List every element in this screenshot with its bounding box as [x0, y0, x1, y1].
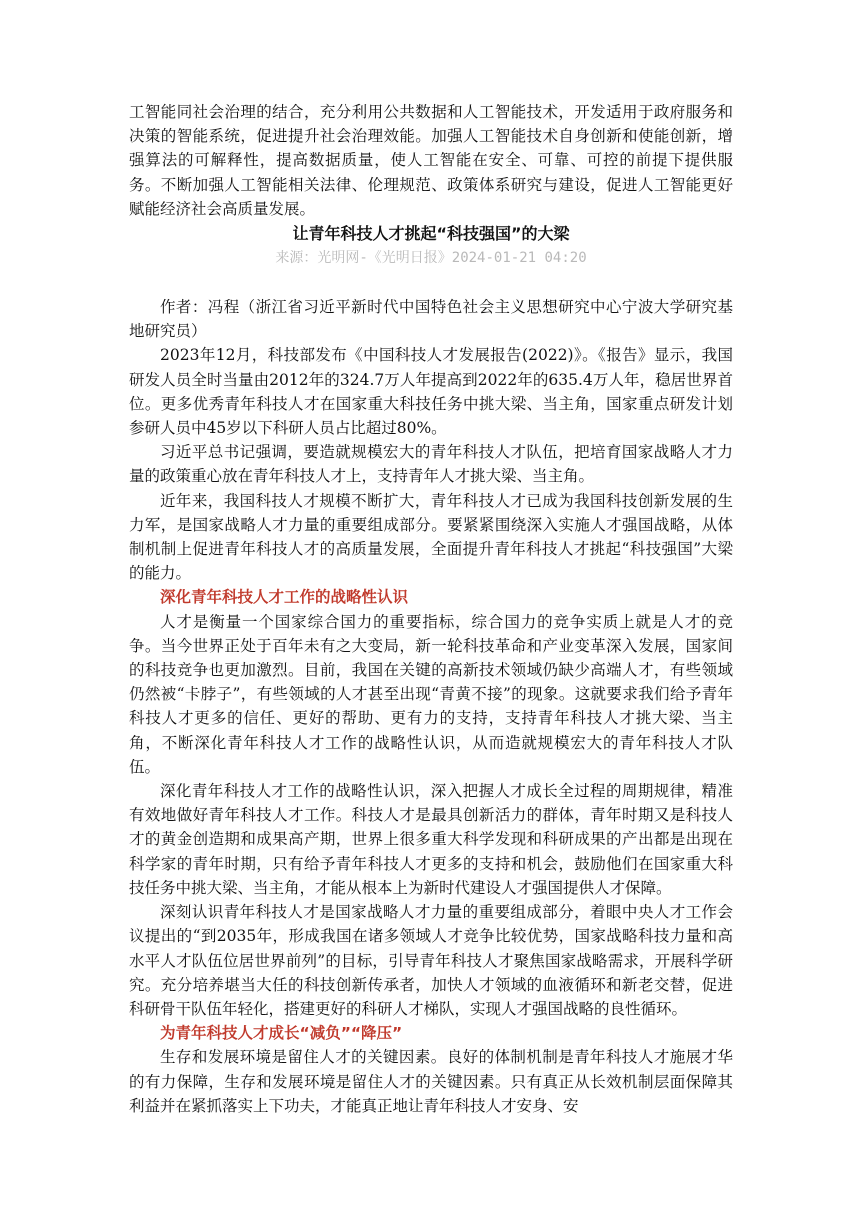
- body-paragraph: 生存和发展环境是留住人才的关键因素。良好的体制机制是青年科技人才施展才华的有力保障，生存和发展环境是留住人才的关键因素。只有真正从长效机制层面保障其利益并在紧抓落实上下功夫，才能真正地让青年科技人才安身、安: [129, 1048, 733, 1115]
- body-paragraph: 深化青年科技人才工作的战略性认识，深入把握人才成长全过程的周期规律，精准有效地做好青年科技人才工作。科技人才是最具创新活力的群体，青年时期又是科技人才的黄金创造期和成果高产期，世界上很多重大科学发现和科研成果的产出都是出现在科学家的青年时期，只有给予青年科技人才更多的支持和机会，鼓励他们在国家重大科技任务中挑大梁、当主角，才能从根本上为新时代建设人才强国提供人才保障。: [129, 782, 733, 897]
- body-paragraph: 深刻认识青年科技人才是国家战略人才力量的重要组成部分，着眼中央人才工作会议提出的“到2035年，形成我国在诸多领域人才竞争比较优势，国家战略科技力量和高水平人才队伍位居世界前列”的目标，引导青年科技人才聚焦国家战略需求，开展科学研究。充分培养堪当大任的科技创新传承者，加快人才领域的血液循环和新老交替，促进科研骨干队伍年轻化，搭建更好的科研人才梯队，实现人才强国战略的良性循环。: [129, 903, 733, 1018]
- body-paragraph: 人才是衡量一个国家综合国力的重要指标，综合国力的竞争实质上就是人才的竞争。当今世界正处于百年未有之大变局，新一轮科技革命和产业变革深入发展，国家间的科技竞争也更加激烈。目前，我国在关键的高新技术领域仍缺少高端人才，有些领域仍然被“卡脖子”，有些领域的人才甚至出现“青黄不接”的现象。这就要求我们给予青年科技人才更多的信任、更好的帮助、更有力的支持，支持青年科技人才挑大梁、当主角，不断深化青年科技人才工作的战略性认识，从而造就规模宏大的青年科技人才队伍。: [129, 612, 733, 776]
- intro-paragraph: 工智能同社会治理的结合，充分利用公共数据和人工智能技术，开发适用于政府服务和决策的智能系统，促进提升社会治理效能。加强人工智能技术自身创新和使能创新，增强算法的可解释性，提高数据质量，使人工智能在安全、可靠、可控的前提下提供服务。不断加强人工智能相关法律、伦理规范、政策体系研究与建设，促进人工智能更好赋能经济社会高质量发展。: [129, 103, 733, 218]
- section-heading: 为青年科技人才成长“减负”“降压”: [160, 1024, 403, 1043]
- body-paragraph: 2023年12月，科技部发布《中国科技人才发展报告(2022)》。《报告》显示，我国研发人员全时当量由2012年的324.7万人年提高到2022年的635.4万人年，稳居世界首位。更多优秀青年科技人才在国家重大科技任务中挑大梁、当主角，国家重点研发计划参研人员中45岁以下科研人员占比超过80%。: [129, 346, 733, 438]
- section-heading: 深化青年科技人才工作的战略性认识: [160, 588, 409, 607]
- article-title: 让青年科技人才挑起“科技强国”的大梁: [292, 224, 570, 244]
- document-page: [129, 100, 733, 1118]
- body-paragraph: 习近平总书记强调，要造就规模宏大的青年科技人才队伍，把培育国家战略人才力量的政策重心放在青年科技人才上，支持青年人才挑大梁、当主角。: [129, 443, 733, 486]
- author-line: 作者：冯程（浙江省习近平新时代中国特色社会主义思想研究中心宁波大学研究基地研究员）: [129, 298, 733, 341]
- body-paragraph: 近年来，我国科技人才规模不断扩大，青年科技人才已成为我国科技创新发展的生力军，是国家战略人才力量的重要组成部分。要紧紧围绕深入实施人才强国战略，从体制机制上促进青年科技人才的高质量发展，全面提升青年科技人才挑起“科技强国”大梁的能力。: [129, 491, 733, 583]
- article-source: 来源：光明网-《光明日报》2024-01-21 04:20: [275, 250, 587, 267]
